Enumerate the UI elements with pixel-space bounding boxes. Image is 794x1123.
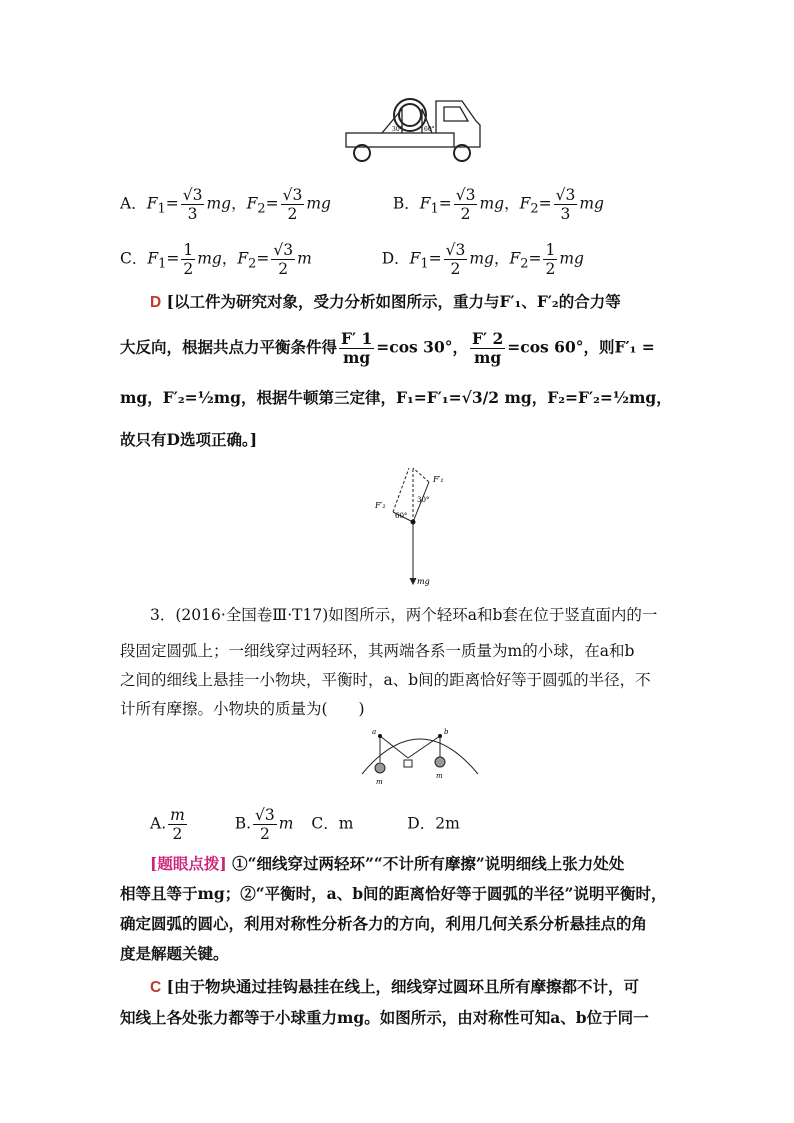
q2-answer-letter: D — [150, 294, 162, 311]
angle-60-label: 60° — [424, 126, 435, 133]
angle-30-label: 30° — [392, 126, 403, 133]
q2-options-cd: C．$F_1=$ $\frac{1}{2}$ mg，$F_2=$ $\frac{√3}{2}$ m D．$F_1=$ $\frac{√3}{2}$ mg，$F_2=$ $\frac{1}{2}$ mg — [120, 241, 584, 278]
q2-solution-line2: 大反向，根据共点力平衡条件得 $\frac{F' 1}{mg}$ =cos 30°， $\frac{F' 2}{mg}$ =cos 60°，则F′₁ = — [120, 329, 655, 367]
ring-b-label: b — [444, 728, 449, 736]
q3-stem-line3: 之间的细线上悬挂一小物块，平衡时，a、b间的距离恰好等于圆弧的半径，不 — [120, 671, 651, 689]
f1-label: F′₁ — [433, 475, 444, 484]
q2-solution-line4: 故只有D选项正确。] — [120, 430, 258, 449]
q3-stem-line4: 计所有摩擦。小物块的质量为( ) — [120, 700, 365, 718]
q3-solution-line2: 知线上各处张力都等于小球重力mg。如图所示，由对称性可知a、b位于同一 — [120, 1008, 649, 1027]
ball-m2-label: m — [436, 772, 443, 780]
q3-answer-letter: C — [150, 979, 162, 996]
angle60: 60° — [395, 512, 408, 520]
q3-stem-line2: 段固定圆弧上；一细线穿过两轻环，其两端各系一质量为m的小球，在a和b — [120, 642, 635, 660]
q3-solution-line1: C [由于物块通过挂钩悬挂在线上，细线穿过圆环且所有摩擦都不计，可 — [150, 977, 639, 996]
q3-tip-line3: 确定圆弧的圆心，利用对称性分析各力的方向，利用几何关系分析悬挂点的角 — [120, 914, 648, 933]
truck-figure — [340, 95, 490, 167]
arc-figure — [360, 722, 480, 792]
truck-cab — [436, 101, 480, 147]
q2-solution-line1: D [以工件为研究对象，受力分析如图所示，重力与F′₁、F′₂的合力等 — [150, 292, 621, 311]
ring-a-label: a — [372, 728, 377, 736]
force-diagram — [365, 460, 465, 590]
ball-m1-label: m — [376, 778, 383, 786]
angle30: 30° — [417, 496, 430, 504]
f2-label: F′₂ — [375, 501, 386, 510]
q2-solution-line3: mg，F′₂=½mg，根据牛顿第三定律，F₁=F′₁=√3/2 mg，F₂=F′₂=½mg， — [120, 388, 672, 407]
mg-label: mg — [417, 577, 430, 586]
q3-tip-line1: [题眼点拨] ①“细线穿过两轻环”“不计所有摩擦”说明细线上张力处处 — [150, 854, 625, 873]
q3-stem-line1: 3．(2016·全国卷Ⅲ·T17)如图所示，两个轻环a和b套在位于竖直面内的一 — [150, 606, 658, 624]
q3-tip-line2: 相等且等于mg；②“平衡时，a、b间的距离恰好等于圆弧的半径”说明平衡时， — [120, 884, 667, 903]
q3-tip-line4: 度是解题关键。 — [120, 944, 229, 963]
q3-options: A. $\frac{m}{2}$ B. $\frac{√3}{2}$ m C．m D．2m — [150, 806, 460, 843]
tip-title: [题眼点拨] — [150, 854, 227, 873]
q2-options-ab: A．$F_1=$ $\frac{√3}{3}$ mg，$F_2=$ $\frac{√3}{2}$ mg B．$F_1=$ $\frac{√3}{2}$ mg，$F_2=$ $\frac{√3}{3}$ mg — [120, 186, 604, 223]
